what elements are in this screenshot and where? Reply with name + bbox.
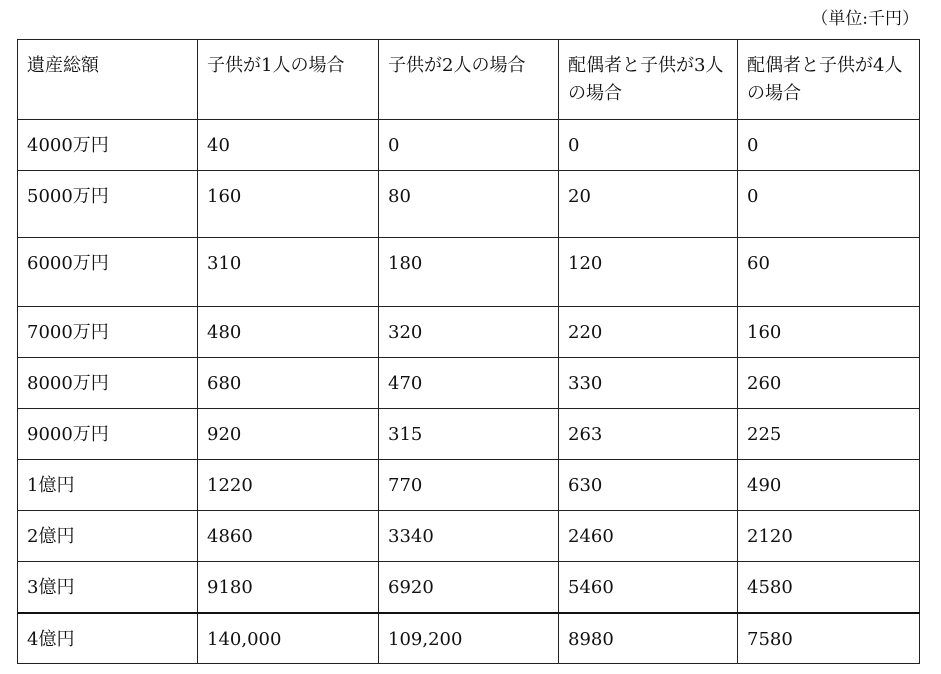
- table-cell: 330: [559, 358, 738, 409]
- table-cell: 770: [379, 460, 559, 511]
- table-cell: 7580: [738, 613, 920, 664]
- table-cell: 310: [198, 238, 379, 307]
- table-cell: 120: [559, 238, 738, 307]
- table-cell: 80: [379, 171, 559, 238]
- table-row: [18, 120, 920, 171]
- table-cell: 260: [738, 358, 920, 409]
- table-row: [18, 238, 920, 307]
- table-cell: 3340: [379, 511, 559, 562]
- table-row: [18, 409, 920, 460]
- table-cell: 9000万円: [18, 409, 198, 460]
- table-row: [18, 511, 920, 562]
- table-cell: 470: [379, 358, 559, 409]
- table-cell: 8980: [559, 613, 738, 664]
- table-cell: 920: [198, 409, 379, 460]
- table-cell: 5460: [559, 562, 738, 613]
- table-cell: 320: [379, 307, 559, 358]
- table-cell: 109,200: [379, 613, 559, 664]
- table-cell: 0: [738, 171, 920, 238]
- table-cell: 315: [379, 409, 559, 460]
- table-cell: 40: [198, 120, 379, 171]
- table-cell: 9180: [198, 562, 379, 613]
- table-cell: 20: [559, 171, 738, 238]
- header-cell-two-children: 子供が2人の場合: [379, 40, 559, 120]
- table-cell: 1220: [198, 460, 379, 511]
- table-cell: 2億円: [18, 511, 198, 562]
- table-cell: 480: [198, 307, 379, 358]
- table-cell: 6920: [379, 562, 559, 613]
- header-cell-spouse-three-children: 配偶者と子供が3人の場合: [559, 40, 738, 120]
- table-cell: 4580: [738, 562, 920, 613]
- table-cell: 4億円: [18, 613, 198, 664]
- table-cell: 160: [198, 171, 379, 238]
- table-cell: 0: [559, 120, 738, 171]
- table-cell: 0: [738, 120, 920, 171]
- table-cell: 6000万円: [18, 238, 198, 307]
- table-cell: 630: [559, 460, 738, 511]
- table-row: [18, 358, 920, 409]
- table-cell: 5000万円: [18, 171, 198, 238]
- table-cell: 225: [738, 409, 920, 460]
- table-cell: 490: [738, 460, 920, 511]
- inheritance-tax-table: [17, 39, 920, 664]
- table-row: [18, 171, 920, 238]
- header-cell-spouse-four-children: 配偶者と子供が4人の場合: [738, 40, 920, 120]
- header-cell-estate-total: 遺産総額: [18, 40, 198, 120]
- table-cell: 3億円: [18, 562, 198, 613]
- table-cell: 263: [559, 409, 738, 460]
- table-cell: 4860: [198, 511, 379, 562]
- table-cell: 4000万円: [18, 120, 198, 171]
- table-cell: 1億円: [18, 460, 198, 511]
- table-row: [18, 460, 920, 511]
- table-cell: 220: [559, 307, 738, 358]
- table-cell: 60: [738, 238, 920, 307]
- table-cell: 180: [379, 238, 559, 307]
- table-cell: 7000万円: [18, 307, 198, 358]
- table-cell: 160: [738, 307, 920, 358]
- unit-note: （単位:千円）: [811, 9, 919, 29]
- table-row: [18, 562, 920, 613]
- table-cell: 2460: [559, 511, 738, 562]
- table-row: [18, 613, 920, 664]
- table-cell: 0: [379, 120, 559, 171]
- table-cell: 140,000: [198, 613, 379, 664]
- table-row: [18, 307, 920, 358]
- table-cell: 2120: [738, 511, 920, 562]
- table-header-row: [18, 40, 920, 120]
- header-cell-one-child: 子供が1人の場合: [198, 40, 379, 120]
- table-cell: 680: [198, 358, 379, 409]
- table-cell: 8000万円: [18, 358, 198, 409]
